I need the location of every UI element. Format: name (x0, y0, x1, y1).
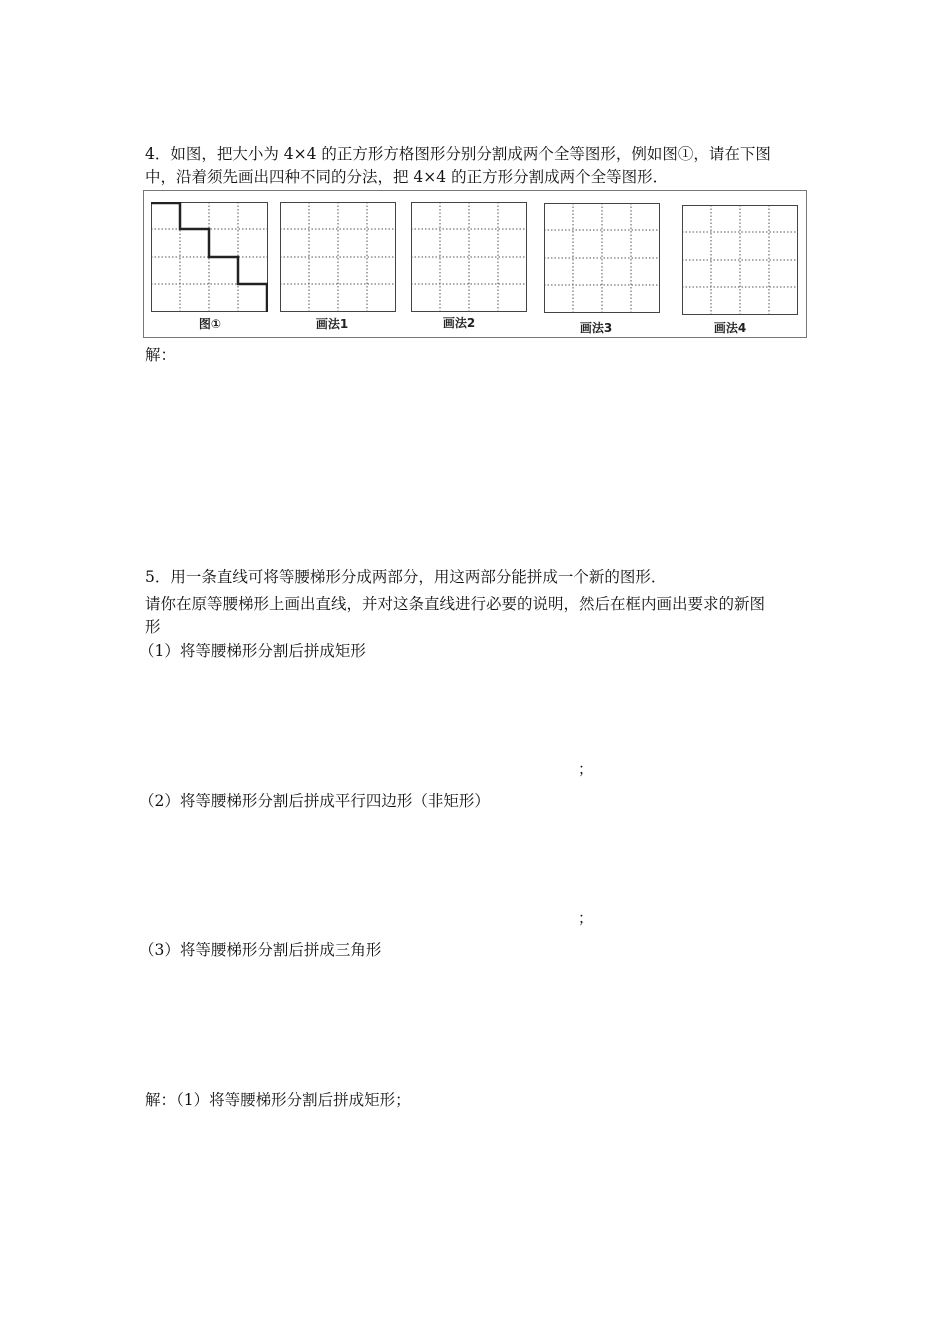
grid-example (151, 202, 268, 312)
q5-part3: （3）将等腰梯形分割后拼成三角形 (139, 941, 382, 959)
q4-answer-label: 解： (145, 346, 177, 364)
caption-method-2: 画法2 (442, 316, 476, 330)
caption-method-4: 画法4 (713, 321, 747, 335)
q5-semicolon1: ； (578, 760, 594, 778)
grid-method-2[interactable] (411, 202, 527, 312)
q5-text-line1: 5．用一条直线可将等腰梯形分成两部分，用这两部分能拼成一个新的图形． (145, 568, 667, 586)
q5-part2: （2）将等腰梯形分割后拼成平行四边形（非矩形） (139, 792, 490, 810)
q5-part1: （1）将等腰梯形分割后拼成矩形 (139, 642, 366, 660)
caption-method-1: 画法1 (315, 317, 349, 331)
grid-method-1[interactable] (280, 202, 396, 312)
q5-text-line3: 形 (145, 618, 161, 636)
q4-figure-box (143, 190, 807, 338)
q5-answer1: 解：（1）将等腰梯形分割后拼成矩形； (145, 1091, 411, 1109)
caption-example: 图① (198, 317, 222, 331)
q5-semicolon2: ； (578, 909, 594, 927)
q4-text-line2: 中，沿着须先画出四种不同的分法，把 4×4 的正方形分割成两个全等图形． (145, 168, 669, 186)
q4-text-line1: 4．如图，把大小为 4×4 的正方形方格图形分别分割成两个全等图形，例如图①，请在下图 (145, 145, 771, 163)
grid-method-4[interactable] (682, 205, 798, 315)
caption-method-3: 画法3 (579, 321, 613, 335)
q5-text-line2: 请你在原等腰梯形上画出直线，并对这条直线进行必要的说明，然后在框内画出要求的新图 (145, 595, 766, 613)
grid-method-3[interactable] (544, 203, 660, 313)
